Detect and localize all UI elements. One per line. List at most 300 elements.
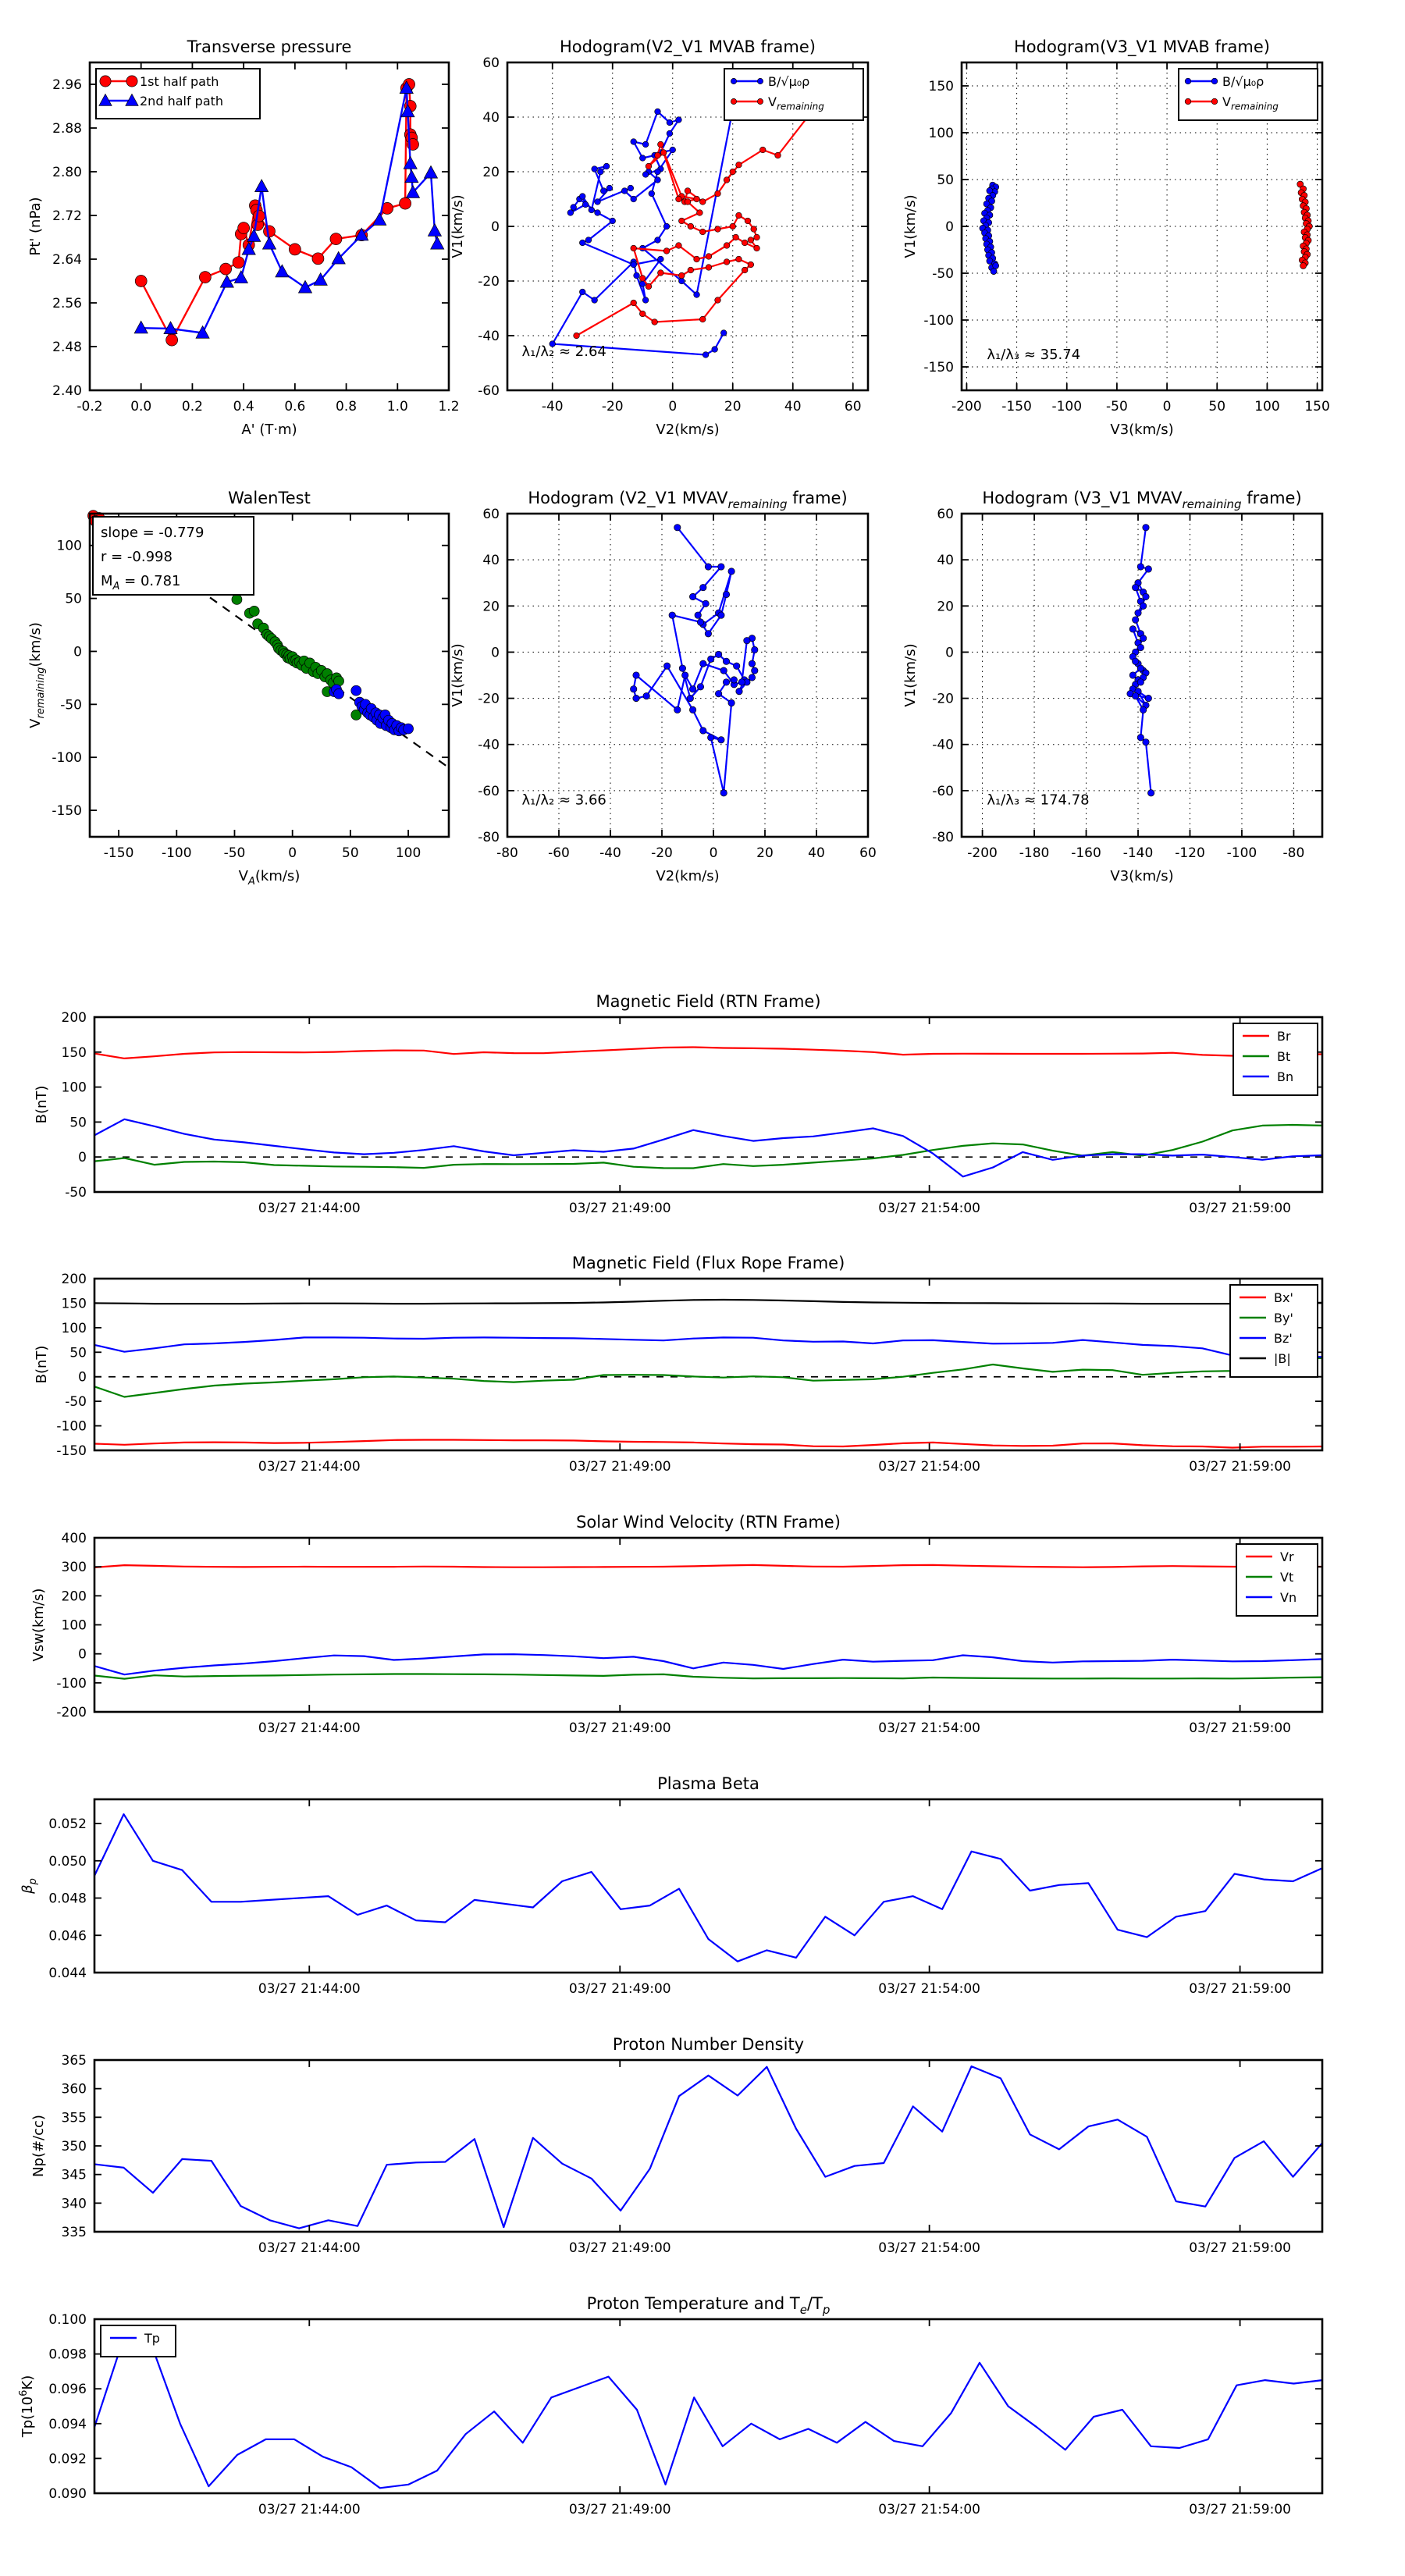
chart-hodogram-v2v1-mvab bbox=[450, 37, 868, 438]
x-tick-label: 03/27 21:54:00 bbox=[878, 2240, 981, 2256]
x-tick-label: 20 bbox=[724, 399, 742, 415]
data-point-marker bbox=[1300, 262, 1307, 269]
data-point-marker bbox=[715, 190, 721, 197]
annotation: λ₁/λ₃ ≈ 174.78 bbox=[987, 792, 1090, 809]
data-point-marker bbox=[728, 568, 735, 575]
x-tick-label: 03/27 21:49:00 bbox=[568, 1459, 671, 1475]
data-point-marker bbox=[643, 692, 649, 699]
plot-area bbox=[94, 2319, 1322, 2493]
data-point-marker bbox=[669, 612, 675, 618]
data-point-marker bbox=[595, 199, 601, 205]
x-tick-label: -120 bbox=[1175, 845, 1205, 861]
y-tick-label: -20 bbox=[478, 691, 500, 707]
data-point-marker bbox=[330, 233, 342, 245]
data-point-marker bbox=[993, 262, 999, 269]
data-point-marker bbox=[1143, 593, 1149, 600]
chart-proton-number-density bbox=[30, 2035, 1322, 2256]
data-point-marker bbox=[736, 688, 742, 695]
data-point-marker bbox=[731, 677, 737, 683]
x-tick-label: 0.8 bbox=[336, 399, 357, 415]
x-tick-label: 03/27 21:59:00 bbox=[1189, 1459, 1291, 1475]
data-point-marker bbox=[652, 319, 658, 326]
x-tick-label: 03/27 21:54:00 bbox=[878, 2502, 981, 2517]
data-point-marker bbox=[752, 667, 758, 674]
data-point-marker bbox=[689, 593, 695, 600]
y-tick-label: 340 bbox=[61, 2196, 87, 2212]
data-point-marker bbox=[655, 237, 661, 244]
x-tick-label: -50 bbox=[1106, 399, 1128, 415]
stats-line: slope = -0.779 bbox=[101, 525, 205, 541]
data-point-marker bbox=[232, 594, 242, 604]
chart-proton-temperature bbox=[18, 2294, 1322, 2517]
data-point-marker bbox=[1140, 635, 1146, 641]
data-point-marker bbox=[126, 76, 137, 87]
data-point-marker bbox=[1137, 564, 1144, 570]
y-tick-label: 50 bbox=[937, 173, 954, 188]
data-point-marker bbox=[775, 152, 781, 158]
chart-title: Hodogram(V3_V1 MVAB frame) bbox=[1014, 37, 1270, 56]
data-point-marker bbox=[579, 240, 585, 246]
data-point-marker bbox=[1185, 98, 1191, 105]
data-point-marker bbox=[723, 679, 729, 685]
chart-title: Hodogram(V2_V1 MVAB frame) bbox=[560, 37, 816, 56]
y-tick-label: 0 bbox=[945, 645, 954, 661]
x-tick-label: 03/27 21:54:00 bbox=[878, 1459, 981, 1475]
data-point-marker bbox=[579, 289, 585, 295]
data-point-marker bbox=[745, 218, 751, 224]
data-point-marker bbox=[697, 684, 703, 690]
data-point-marker bbox=[1132, 658, 1138, 664]
data-point-marker bbox=[723, 658, 729, 664]
data-point-marker bbox=[334, 688, 344, 699]
data-point-marker bbox=[404, 724, 414, 734]
y-tick-label: 0.050 bbox=[48, 1853, 87, 1870]
data-point-marker bbox=[289, 244, 301, 255]
data-point-marker bbox=[610, 218, 616, 224]
data-point-marker bbox=[220, 263, 232, 275]
chart-title: Hodogram (V3_V1 $MVAV_{remaining}$ frame) bbox=[982, 489, 1302, 511]
y-tick-label: -50 bbox=[65, 1394, 87, 1411]
data-point-marker bbox=[706, 265, 712, 271]
data-point-marker bbox=[264, 226, 276, 237]
data-point-marker bbox=[1129, 672, 1136, 678]
y-tick-label: -100 bbox=[923, 313, 954, 329]
data-point-marker bbox=[676, 117, 682, 123]
data-point-marker bbox=[715, 690, 721, 696]
data-point-marker bbox=[706, 254, 712, 260]
data-point-marker bbox=[730, 169, 736, 175]
y-axis-label: V1(km/s) bbox=[450, 194, 466, 258]
y-tick-label: 0 bbox=[78, 1369, 87, 1386]
chart-walen-test bbox=[27, 489, 449, 888]
data-point-marker bbox=[676, 243, 682, 249]
y-tick-label: 0 bbox=[491, 219, 500, 235]
data-point-marker bbox=[733, 234, 739, 240]
x-tick-label: -80 bbox=[496, 845, 518, 861]
y-tick-label: 0 bbox=[73, 644, 82, 660]
data-point-marker bbox=[754, 245, 760, 251]
y-tick-label: 0 bbox=[945, 219, 954, 235]
y-tick-label: 0 bbox=[491, 645, 500, 661]
y-tick-label: 200 bbox=[61, 1272, 87, 1287]
x-tick-label: -100 bbox=[161, 845, 192, 861]
data-point-marker bbox=[705, 564, 711, 570]
data-point-marker bbox=[351, 685, 361, 696]
x-tick-label: 40 bbox=[784, 399, 802, 415]
chart-title: Proton Number Density bbox=[612, 2035, 805, 2054]
data-point-marker bbox=[679, 665, 685, 671]
x-tick-label: 60 bbox=[844, 399, 862, 415]
x-tick-label: -0.2 bbox=[76, 399, 103, 415]
y-tick-label: 0.090 bbox=[48, 2486, 87, 2502]
y-tick-label: 60 bbox=[482, 507, 500, 522]
data-point-marker bbox=[1145, 695, 1151, 701]
x-tick-label: 50 bbox=[1208, 399, 1226, 415]
x-tick-label: 03/27 21:44:00 bbox=[258, 1981, 361, 1997]
data-point-marker bbox=[1145, 566, 1151, 572]
x-tick-label: -60 bbox=[548, 845, 570, 861]
legend bbox=[1179, 69, 1318, 120]
y-tick-label: -40 bbox=[478, 329, 500, 344]
y-tick-label: 100 bbox=[61, 1617, 87, 1634]
y-tick-label: 350 bbox=[61, 2139, 87, 2154]
data-point-marker bbox=[574, 333, 580, 339]
y-tick-label: 0.052 bbox=[48, 1816, 87, 1833]
y-tick-label: -50 bbox=[932, 266, 954, 282]
data-point-marker bbox=[592, 166, 598, 173]
legend-label: Bn bbox=[1277, 1069, 1294, 1084]
data-point-marker bbox=[744, 637, 750, 643]
data-point-marker bbox=[312, 253, 324, 265]
data-point-marker bbox=[702, 600, 709, 607]
data-point-marker bbox=[1135, 610, 1141, 616]
data-point-marker bbox=[700, 728, 706, 734]
y-tick-label: 2.48 bbox=[52, 340, 82, 355]
data-point-marker bbox=[603, 163, 610, 169]
data-point-marker bbox=[708, 735, 714, 741]
y-tick-label: 300 bbox=[61, 1560, 87, 1576]
chart-hodogram-v2v1-mvav bbox=[450, 489, 877, 884]
y-axis-label: $V_{remaining}(km/s)$ bbox=[27, 622, 48, 728]
chart-hodogram-v3v1-mvab bbox=[902, 37, 1330, 438]
data-point-marker bbox=[699, 316, 706, 322]
plot-area bbox=[94, 2060, 1322, 2232]
data-point-marker bbox=[700, 660, 706, 667]
data-point-marker bbox=[720, 667, 727, 674]
data-point-marker bbox=[658, 270, 664, 276]
data-point-marker bbox=[724, 243, 730, 249]
data-point-marker bbox=[738, 679, 745, 685]
data-point-marker bbox=[579, 194, 585, 200]
data-point-marker bbox=[688, 223, 694, 229]
data-point-marker bbox=[697, 619, 703, 625]
data-point-marker bbox=[592, 297, 598, 304]
data-point-marker bbox=[663, 248, 670, 254]
chart-plasma-beta bbox=[20, 1774, 1322, 1997]
y-tick-label: 355 bbox=[61, 2110, 87, 2126]
y-tick-label: -100 bbox=[56, 1675, 87, 1692]
chart-title: Magnetic Field (Flux Rope Frame) bbox=[571, 1254, 845, 1272]
y-tick-label: 60 bbox=[482, 55, 500, 71]
data-point-marker bbox=[631, 196, 637, 202]
y-tick-label: -150 bbox=[52, 803, 82, 820]
data-point-marker bbox=[649, 190, 655, 197]
data-point-marker bbox=[1140, 706, 1146, 713]
x-tick-label: 03/27 21:54:00 bbox=[878, 1720, 981, 1736]
data-point-marker bbox=[600, 188, 606, 194]
y-axis-label: $Tp(10^6K)$ bbox=[18, 2375, 36, 2438]
chart-title: WalenTest bbox=[228, 489, 311, 507]
data-point-marker bbox=[655, 177, 661, 183]
x-tick-label: 03/27 21:49:00 bbox=[568, 1201, 671, 1216]
data-point-marker bbox=[685, 199, 691, 205]
x-tick-label: 03/27 21:49:00 bbox=[568, 1720, 671, 1736]
x-tick-label: -50 bbox=[223, 845, 246, 861]
legend-label: Bt bbox=[1277, 1049, 1291, 1064]
x-tick-label: -100 bbox=[1226, 845, 1257, 861]
data-point-marker bbox=[621, 188, 628, 194]
y-tick-label: 400 bbox=[61, 1531, 87, 1546]
data-point-marker bbox=[715, 651, 721, 657]
y-tick-label: 200 bbox=[61, 1589, 87, 1605]
x-axis-label: V3(km/s) bbox=[1110, 868, 1174, 884]
data-point-marker bbox=[736, 162, 742, 168]
x-tick-label: 03/27 21:59:00 bbox=[1189, 2502, 1291, 2517]
data-point-marker bbox=[723, 591, 729, 597]
data-point-marker bbox=[631, 686, 637, 692]
data-point-marker bbox=[757, 78, 763, 84]
data-point-marker bbox=[1140, 603, 1146, 609]
y-tick-label: 2.88 bbox=[52, 121, 82, 137]
y-tick-label: 150 bbox=[928, 79, 954, 94]
y-axis-label: B(nT) bbox=[34, 1085, 50, 1124]
x-axis-label: A' (T·m) bbox=[241, 422, 297, 438]
data-point-marker bbox=[639, 276, 646, 282]
data-point-marker bbox=[655, 169, 661, 175]
data-point-marker bbox=[687, 695, 693, 701]
y-tick-label: 0.096 bbox=[48, 2382, 87, 2398]
data-point-marker bbox=[642, 297, 649, 304]
data-point-marker bbox=[736, 256, 742, 262]
data-point-marker bbox=[253, 210, 265, 222]
y-tick-label: 100 bbox=[56, 538, 82, 554]
x-tick-label: 0.2 bbox=[181, 399, 203, 415]
y-tick-label: 2.72 bbox=[52, 208, 82, 224]
data-point-marker bbox=[708, 656, 714, 662]
y-tick-label: 40 bbox=[482, 110, 500, 126]
y-tick-label: 50 bbox=[69, 1345, 87, 1361]
data-point-marker bbox=[606, 185, 613, 191]
data-point-marker bbox=[1211, 98, 1218, 105]
legend-label: 1st half path bbox=[140, 74, 219, 89]
y-tick-label: 0.046 bbox=[48, 1928, 87, 1944]
data-point-marker bbox=[730, 223, 736, 229]
data-point-marker bbox=[1143, 525, 1149, 531]
data-point-marker bbox=[1129, 626, 1136, 632]
legend-label: $V_{remaining}$ bbox=[768, 94, 824, 112]
y-tick-label: -40 bbox=[932, 737, 954, 753]
data-point-marker bbox=[660, 150, 667, 156]
x-tick-label: 1.0 bbox=[386, 399, 408, 415]
data-point-marker bbox=[655, 109, 661, 115]
x-tick-label: 03/27 21:54:00 bbox=[878, 1981, 981, 1997]
y-tick-label: -200 bbox=[56, 1705, 87, 1720]
data-point-marker bbox=[631, 245, 637, 251]
stats-line: r = -0.998 bbox=[101, 549, 173, 565]
data-point-marker bbox=[1185, 78, 1191, 84]
data-point-marker bbox=[1137, 679, 1144, 685]
chart-title: Hodogram (V2_V1 $MVAV_{remaining}$ frame) bbox=[528, 489, 848, 511]
data-point-marker bbox=[734, 663, 740, 669]
data-point-marker bbox=[674, 706, 681, 713]
data-point-marker bbox=[705, 631, 711, 637]
x-tick-label: 03/27 21:59:00 bbox=[1189, 2240, 1291, 2256]
x-tick-label: 03/27 21:49:00 bbox=[568, 2240, 671, 2256]
data-point-marker bbox=[667, 130, 673, 137]
data-point-marker bbox=[1211, 78, 1218, 84]
y-axis-label: $\beta_p$ bbox=[20, 1878, 40, 1894]
y-tick-label: -80 bbox=[932, 830, 954, 845]
y-tick-label: 0.048 bbox=[48, 1891, 87, 1907]
data-point-marker bbox=[639, 155, 646, 162]
x-tick-label: 03/27 21:44:00 bbox=[258, 2502, 361, 2517]
legend-label: By' bbox=[1274, 1311, 1293, 1325]
data-point-marker bbox=[685, 188, 691, 194]
data-point-marker bbox=[682, 672, 688, 678]
data-point-marker bbox=[689, 706, 695, 713]
data-point-marker bbox=[658, 256, 664, 262]
data-point-marker bbox=[589, 207, 595, 213]
x-axis-label: V2(km/s) bbox=[656, 422, 720, 438]
x-tick-label: -200 bbox=[951, 399, 982, 415]
x-tick-label: -150 bbox=[1001, 399, 1032, 415]
data-point-marker bbox=[585, 237, 592, 244]
x-tick-label: -160 bbox=[1071, 845, 1101, 861]
data-point-marker bbox=[100, 76, 111, 87]
stats-textbox bbox=[93, 517, 254, 595]
y-tick-label: 360 bbox=[61, 2081, 87, 2097]
data-point-marker bbox=[700, 584, 706, 590]
y-tick-label: -60 bbox=[932, 783, 954, 799]
data-point-marker bbox=[655, 152, 661, 158]
y-tick-label: 0.092 bbox=[48, 2451, 87, 2467]
x-tick-label: -20 bbox=[601, 399, 624, 415]
legend bbox=[101, 2325, 176, 2357]
chart-title: Plasma Beta bbox=[657, 1774, 759, 1793]
y-tick-label: 150 bbox=[61, 1044, 87, 1061]
data-point-marker bbox=[679, 218, 685, 224]
data-point-marker bbox=[631, 300, 637, 306]
x-tick-label: 0.6 bbox=[284, 399, 306, 415]
x-tick-label: -140 bbox=[1122, 845, 1154, 861]
y-tick-label: 335 bbox=[61, 2225, 87, 2240]
y-tick-label: -80 bbox=[478, 830, 500, 845]
legend-box bbox=[1233, 1023, 1318, 1095]
data-point-marker bbox=[759, 147, 766, 153]
chart-hodogram-v3v1-mvav bbox=[902, 489, 1322, 884]
x-tick-label: 0 bbox=[1162, 399, 1172, 415]
data-point-marker bbox=[639, 311, 646, 317]
data-point-marker bbox=[695, 612, 701, 618]
data-point-marker bbox=[749, 674, 755, 681]
data-point-marker bbox=[720, 330, 727, 336]
x-tick-label: 03/27 21:44:00 bbox=[258, 2240, 361, 2256]
data-point-marker bbox=[646, 163, 652, 169]
legend-label: B/√μ₀ρ bbox=[768, 74, 810, 89]
data-point-marker bbox=[742, 240, 748, 246]
data-point-marker bbox=[679, 272, 685, 279]
x-tick-label: 150 bbox=[1304, 399, 1330, 415]
chart-title: Transverse pressure bbox=[187, 37, 352, 56]
data-point-marker bbox=[166, 334, 178, 346]
y-tick-label: 20 bbox=[482, 599, 500, 615]
data-point-marker bbox=[697, 210, 703, 216]
x-tick-label: 0 bbox=[668, 399, 678, 415]
legend-label: Bx' bbox=[1274, 1290, 1293, 1305]
y-tick-label: -20 bbox=[932, 691, 954, 707]
legend-label: Vt bbox=[1280, 1570, 1294, 1585]
data-point-marker bbox=[718, 737, 724, 743]
data-point-marker bbox=[135, 276, 147, 287]
data-point-marker bbox=[642, 141, 649, 148]
x-tick-label: 20 bbox=[756, 845, 774, 861]
data-point-marker bbox=[634, 272, 640, 279]
y-axis-label: Np(#/cc) bbox=[30, 2115, 47, 2177]
data-point-marker bbox=[582, 201, 589, 208]
data-point-marker bbox=[699, 229, 706, 235]
data-point-marker bbox=[749, 660, 755, 667]
data-point-marker bbox=[676, 196, 682, 202]
y-tick-label: 100 bbox=[928, 126, 954, 141]
data-point-marker bbox=[679, 278, 685, 284]
legend bbox=[1236, 1544, 1318, 1616]
legend bbox=[1233, 1023, 1318, 1095]
legend-label: $V_{remaining}$ bbox=[1222, 94, 1279, 112]
x-axis-label: $V_A(km/s)$ bbox=[238, 868, 301, 888]
data-point-marker bbox=[238, 222, 250, 234]
data-point-marker bbox=[731, 78, 736, 84]
legend-label: Bz' bbox=[1274, 1331, 1293, 1346]
y-axis-label: V1(km/s) bbox=[450, 643, 466, 707]
data-point-marker bbox=[658, 141, 664, 148]
legend-label: Tp bbox=[144, 2331, 160, 2346]
x-tick-label: 03/27 21:44:00 bbox=[258, 1720, 361, 1736]
legend bbox=[724, 69, 863, 120]
data-point-marker bbox=[720, 790, 727, 796]
y-tick-label: -150 bbox=[923, 360, 954, 375]
data-point-marker bbox=[249, 606, 259, 616]
y-tick-label: 0.044 bbox=[48, 1966, 87, 1981]
data-point-marker bbox=[567, 210, 574, 216]
legend-label: B/√μ₀ρ bbox=[1222, 74, 1264, 89]
data-point-marker bbox=[724, 177, 730, 183]
data-point-marker bbox=[694, 256, 700, 262]
data-point-marker bbox=[688, 267, 694, 273]
y-tick-label: 150 bbox=[61, 1296, 87, 1312]
y-tick-label: -40 bbox=[478, 737, 500, 753]
data-point-marker bbox=[742, 267, 748, 273]
data-point-marker bbox=[631, 262, 637, 268]
x-tick-label: 0 bbox=[709, 845, 718, 861]
plot-area bbox=[94, 1799, 1322, 1973]
x-tick-label: 0.4 bbox=[233, 399, 254, 415]
y-tick-label: 365 bbox=[61, 2053, 87, 2069]
y-tick-label: 50 bbox=[69, 1115, 87, 1131]
chart-magnetic-field-rtn bbox=[34, 992, 1322, 1216]
x-tick-label: 03/27 21:49:00 bbox=[568, 1981, 671, 1997]
data-point-marker bbox=[694, 196, 700, 202]
legend-label: 2nd half path bbox=[140, 94, 224, 109]
